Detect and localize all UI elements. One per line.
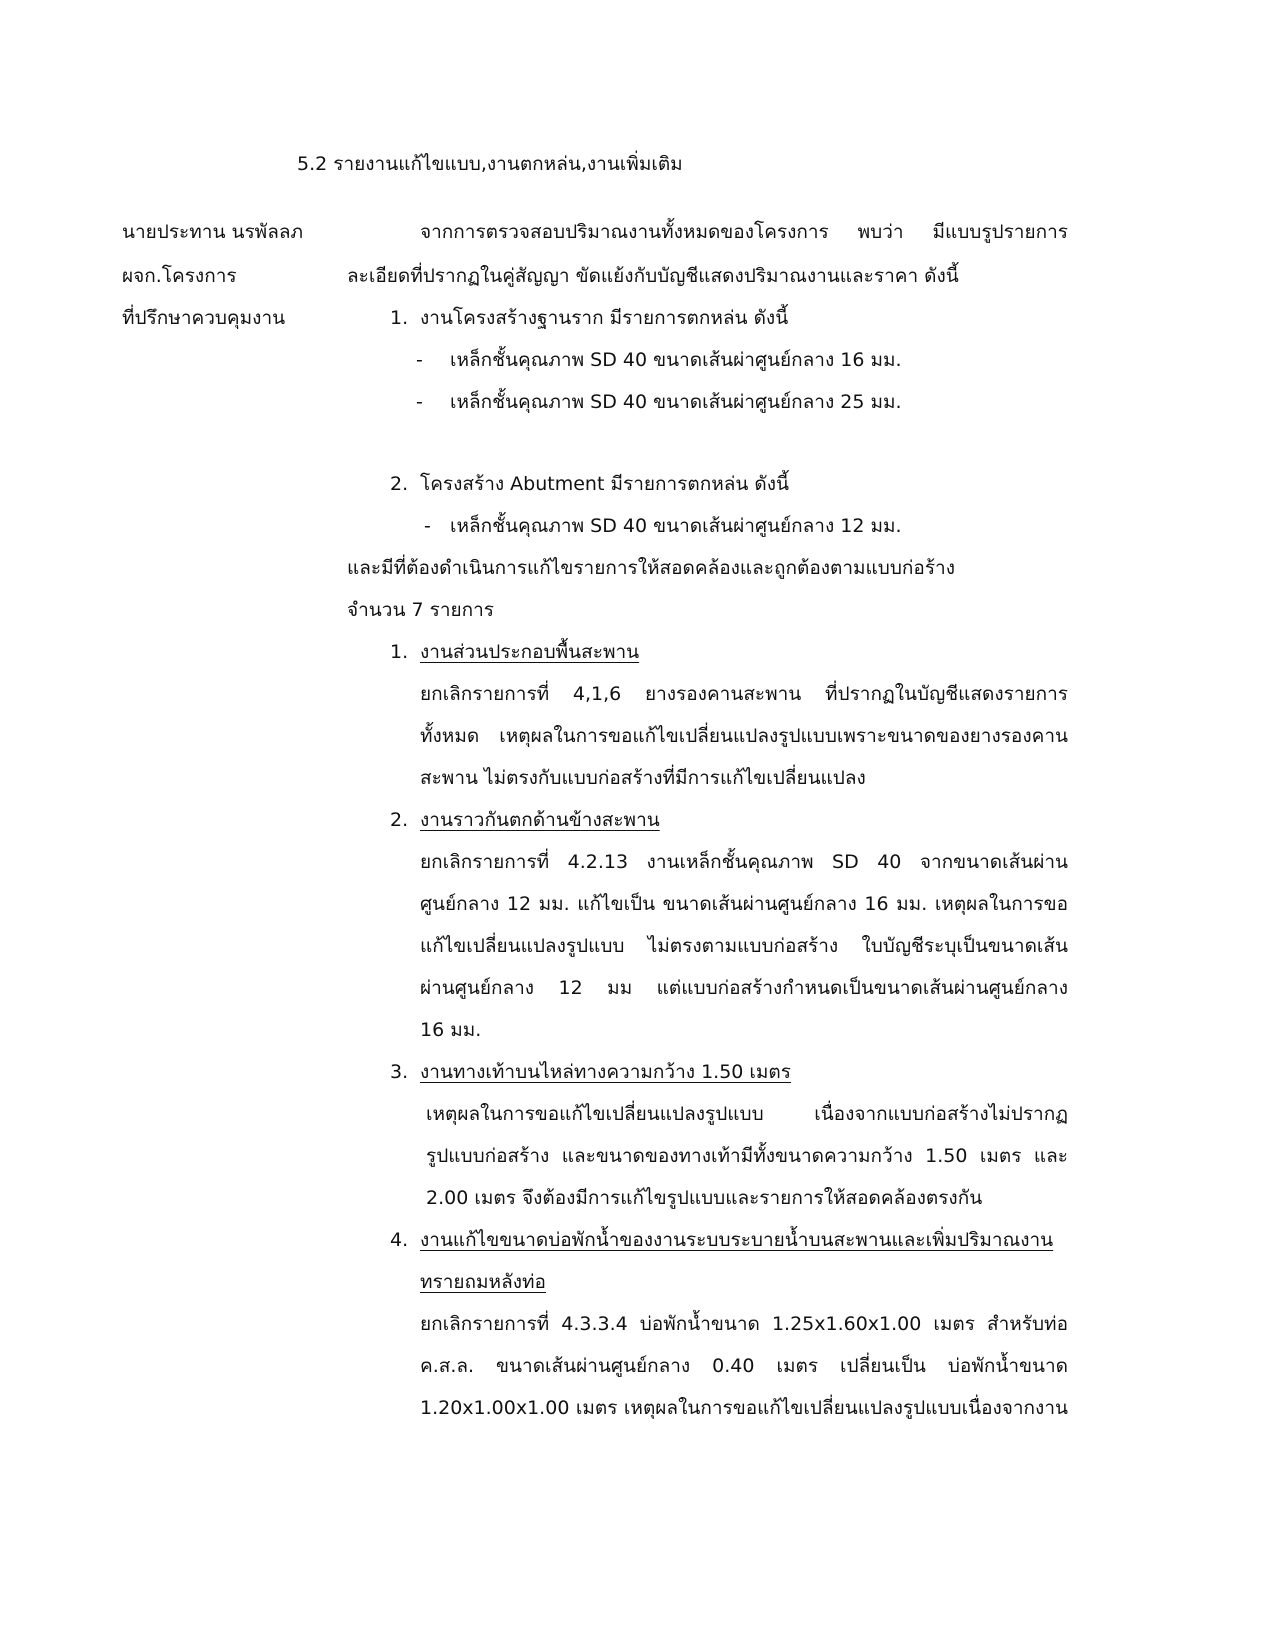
omission-2-number: 2. <box>390 473 409 495</box>
correction-2-line-4: ผ่านศูนย์กลาง 12 มม แต่แบบก่อสร้างกำหนดเป็นขนาดเส้นผ่านศูนย์กลาง <box>420 977 1068 999</box>
corrections-intro-line-2: จำนวน 7 รายการ <box>347 599 494 621</box>
correction-2-line-5: 16 มม. <box>420 1019 482 1041</box>
omission-1-item-2: เหล็กชั้นคุณภาพ SD 40 ขนาดเส้นผ่าศูนย์กลาง 25 มม. <box>450 391 902 413</box>
bullet-dash: - <box>416 349 423 371</box>
omission-1-item-1: เหล็กชั้นคุณภาพ SD 40 ขนาดเส้นผ่าศูนย์กลาง 16 มม. <box>450 349 902 371</box>
correction-1-line-3: สะพาน ไม่ตรงกับแบบก่อสร้างที่มีการแก้ไขเปลี่ยนแปลง <box>420 767 866 789</box>
correction-4-title-line-2: ทรายถมหลังท่อ <box>420 1271 546 1293</box>
correction-3-line-1: เหตุผลในการขอแก้ไขเปลี่ยนแปลงรูปแบบ เนื่องจากแบบก่อสร้างไม่ปรากฏ <box>426 1103 1068 1125</box>
omission-2-title: โครงสร้าง Abutment มีรายการตกหล่น ดังนี้ <box>420 473 790 495</box>
omission-1-number: 1. <box>390 307 409 329</box>
omission-2-item-1: เหล็กชั้นคุณภาพ SD 40 ขนาดเส้นผ่าศูนย์กลาง 12 มม. <box>450 515 902 537</box>
correction-2-line-3: แก้ไขเปลี่ยนแปลงรูปแบบ ไม่ตรงตามแบบก่อสร้าง ใบบัญชีระบุเป็นขนาดเส้น <box>420 935 1068 957</box>
correction-4-line-1: ยกเลิกรายการที่ 4.3.3.4 บ่อพักน้ำขนาด 1.25x1.60x1.00 เมตร สำหรับท่อ <box>420 1313 1068 1335</box>
correction-2-number: 2. <box>390 809 409 831</box>
correction-1-title: งานส่วนประกอบพื้นสะพาน <box>420 641 640 663</box>
bullet-dash: - <box>416 391 423 413</box>
correction-4-line-3: 1.20x1.00x1.00 เมตร เหตุผลในการขอแก้ไขเปลี่ยนแปลงรูปแบบเนื่องจากงาน <box>420 1397 1068 1419</box>
correction-4-title-line-1: งานแก้ไขขนาดบ่อพักน้ำของงานระบบระบายน้ำบนสะพานและเพิ่มปริมาณงาน <box>420 1229 1054 1251</box>
signer-name: นายประทาน นรพัลลภ <box>122 221 304 243</box>
correction-4-line-2: ค.ส.ล. ขนาดเส้นผ่านศูนย์กลาง 0.40 เมตร เปลี่ยนเป็น บ่อพักน้ำขนาด <box>420 1355 1068 1377</box>
correction-2-title: งานราวกันตกด้านข้างสะพาน <box>420 809 660 831</box>
omission-1-title: งานโครงสร้างฐานราก มีรายการตกหล่น ดังนี้ <box>420 307 789 329</box>
correction-1-number: 1. <box>390 641 409 663</box>
correction-3-title: งานทางเท้าบนไหล่ทางความกว้าง 1.50 เมตร <box>420 1061 791 1083</box>
correction-2-line-1: ยกเลิกรายการที่ 4.2.13 งานเหล็กชั้นคุณภาพ SD 40 จากขนาดเส้นผ่าน <box>420 851 1068 873</box>
correction-2-line-2: ศูนย์กลาง 12 มม. แก้ไขเป็น ขนาดเส้นผ่านศูนย์กลาง 16 มม. เหตุผลในการขอ <box>420 893 1068 915</box>
signer-role: ที่ปรึกษาควบคุมงาน <box>122 307 286 329</box>
correction-3-number: 3. <box>390 1061 409 1083</box>
correction-3-line-2: รูปแบบก่อสร้าง และขนาดของทางเท้ามีทั้งขนาดความกว้าง 1.50 เมตร และ <box>426 1145 1068 1167</box>
intro-line-2: ละเอียดที่ปรากฏในคู่สัญญา ขัดแย้งกับบัญชีแสดงปริมาณงานและราคา ดังนี้ <box>347 265 959 287</box>
correction-4-number: 4. <box>390 1229 409 1251</box>
correction-3-line-3: 2.00 เมตร จึงต้องมีการแก้ไขรูปแบบและรายการให้สอดคล้องตรงกัน <box>426 1187 983 1209</box>
correction-1-line-2: ทั้งหมด เหตุผลในการขอแก้ไขเปลี่ยนแปลงรูปแบบเพราะขนาดของยางรองคาน <box>420 725 1068 747</box>
signer-position: ผจก.โครงการ <box>122 265 237 287</box>
corrections-intro-line-1: และมีที่ต้องดำเนินการแก้ไขรายการให้สอดคล้องและถูกต้องตามแบบก่อร้าง <box>347 557 955 579</box>
intro-line-1: จากการตรวจสอบปริมาณงานทั้งหมดของโครงการ พบว่า มีแบบรูปรายการ <box>420 221 1068 243</box>
bullet-dash: - <box>424 515 431 537</box>
correction-1-line-1: ยกเลิกรายการที่ 4,1,6 ยางรองคานสะพาน ที่ปรากฏในบัญชีแสดงรายการ <box>420 683 1068 705</box>
section-heading: 5.2 รายงานแก้ไขแบบ,งานตกหล่น,งานเพิ่มเติม <box>297 153 683 175</box>
